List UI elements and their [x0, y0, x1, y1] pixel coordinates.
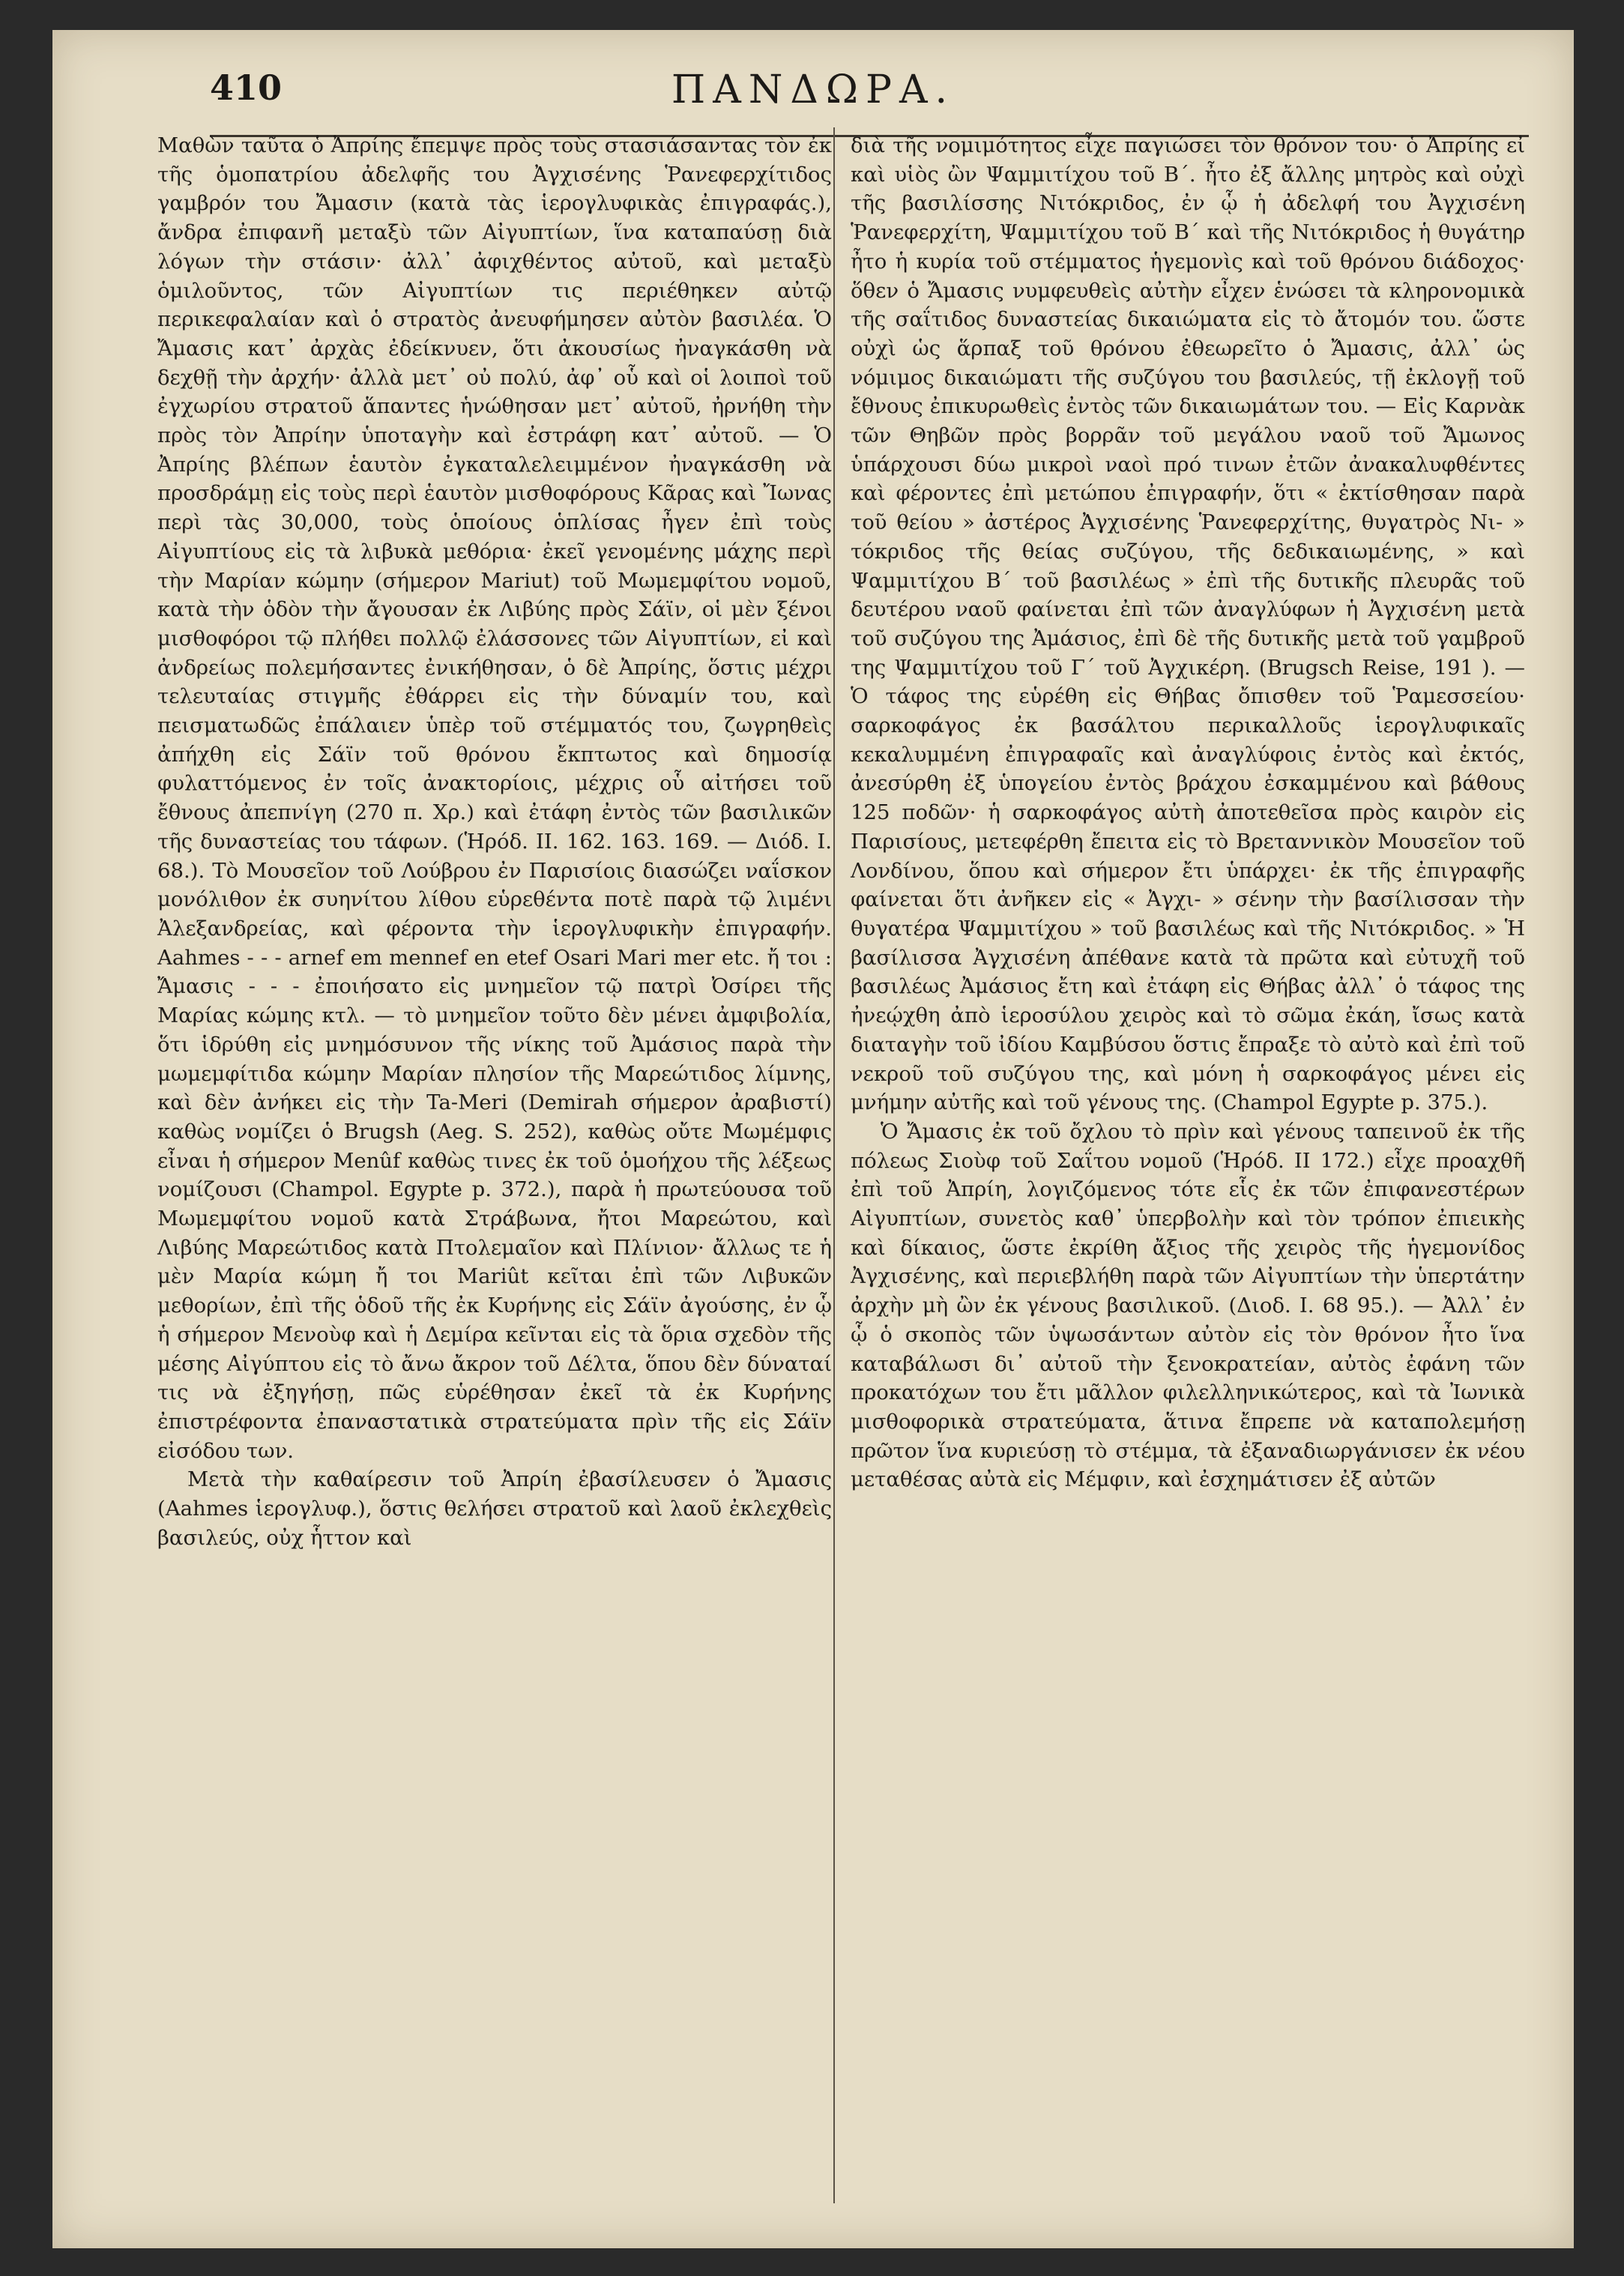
left-paragraph-2: Μετὰ τὴν καθαίρεσιν τοῦ Ἀπρίη ἐβασίλευσεν ὁ Ἄμασις (Aahmes ἱερογλυφ.), ὅστις θελήσει στρατοῦ καὶ λαοῦ ἐκλεχθεὶς βασιλεύς, οὐχ ἧττον καὶ: [157, 1467, 832, 1550]
running-title: ΠΑΝΔΩΡΑ.: [671, 67, 956, 112]
left-column: [157, 131, 832, 1552]
left-paragraph-1: Μαθὼν ταῦτα ὁ Ἀπρίης ἔπεμψε πρὸς τοὺς στασιάσαντας τὸν ἐκ τῆς ὁμοπατρίου ἀδελφῆς του Ἀγχισένης Ῥανεφερχίτιδος γαμβρόν του Ἄμασιν (κατὰ τὰς ἱερογλυφικὰς ἐπιγραφάς.), ἄνδρα ἐπιφανῆ μεταξὺ τῶν Αἰγυπτίων, ἵνα καταπαύσῃ διὰ λόγων τὴν στάσιν· ἀλλ᾽ ἀφιχθέντος αὐτοῦ, καὶ μεταξὺ ὁμιλοῦντος, τῶν Αἰγυπτίων τις περιέθηκεν αὐτῷ περικεφαλαίαν καὶ ὁ στρατὸς ἀνευφήμησεν αὐτὸν βασιλέα. Ὁ Ἄμασις κατ᾽ ἀρχὰς ἐδείκνυεν, ὅτι ἀκουσίως ἠναγκάσθη νὰ δεχθῇ τὴν ἀρχήν· ἀλλὰ μετ᾽ οὐ πολύ, ἀφ᾽ οὗ καὶ οἱ λοιποὶ τοῦ ἐγχωρίου στρατοῦ ἅπαντες ἡνώθησαν μετ᾽ αὐτοῦ, ἠρνήθη τὴν πρὸς τὸν Ἀπρίην ὑποταγὴν καὶ ἐστράφη κατ᾽ αὐτοῦ. — Ὁ Ἀπρίης βλέπων ἑαυτὸν ἐγκαταλελειμμένον ἠναγκάσθη νὰ προσδράμῃ εἰς τοὺς περὶ ἑαυτὸν μισθοφόρους Κᾶρας καὶ Ἴωνας περὶ τὰς 30,000, τοὺς ὁποίους ὁπλίσας ἦγεν ἐπὶ τοὺς Αἰγυπτίους εἰς τὰ λιβυκὰ μεθόρια· ἐκεῖ γενομένης μάχης περὶ τὴν Μαρίαν κώμην (σήμερον Mariut) τοῦ Μωμεμφίτου νομοῦ, κατὰ τὴν ὁδὸν τὴν ἄγουσαν ἐκ Λιβύης πρὸς Σάϊν, οἱ μὲν ξένοι μισθοφόροι τῷ πλήθει πολλῷ ἐλάσσονες τῶν Αἰγυπτίων, εἰ καὶ ἀνδρείως πολεμήσαντες ἐνικήθησαν, ὁ δὲ Ἀπρίης, ὅστις μέχρι τελευταίας στιγμῆς ἐθάρρει εἰς τὴν δύναμίν του, καὶ πεισματωδῶς ἐπάλαιεν ὑπὲρ τοῦ στέμματός του, ζωγρηθεὶς ἀπήχθη εἰς Σάϊν τοῦ θρόνου ἔκπτωτος καὶ δημοσίᾳ φυλαττόμενος ἐν τοῖς ἀνακτορίοις, μέχρις οὗ αἰτήσει τοῦ ἔθνους ἀπεπνίγη (270 π. Χρ.) καὶ ἐτάφη ἐντὸς τῶν βασιλικῶν τῆς δυναστείας του τάφων. (Ἡρόδ. II. 162. 163. 169. — Διόδ. I. 68.). Τὸ Μουσεῖον τοῦ Λούβρου ἐν Παρισίοις διασώζει ναΐσκον μονόλιθον ἐκ συηνίτου λίθου εὑρεθέντα ποτὲ παρὰ τῷ λιμένι Ἀλεξανδρείας, καὶ φέροντα τὴν ἱερογλυφικὴν ἐπιγραφήν. Aahmes - - - arnef em mennef en etef Osari Mari mer etc. ἤ τοι : Ἄμασις - - - ἐποιήσατο εἰς μνημεῖον τῷ πατρὶ Ὀσίρει τῆς Μαρίας κώμης κτλ. — τὸ μνημεῖον τοῦτο δὲν μένει ἀμφιβολία, ὅτι ἱδρύθη εἰς μνημόσυνον τῆς νίκης τοῦ Ἀμάσιος παρὰ τὴν μωμεμφίτιδα κώμην Μαρίαν πλησίον τῆς Μαρεώτιδος λίμνης, καὶ δὲν ἀνήκει εἰς τὴν Ta-Meri (Demirah σήμερον ἀραβιστί) καθὼς νομίζει ὁ Brugsh (Aeg. S. 252), καθὼς οὔτε Μωμέμφις εἶναι ἡ σήμερον Menûf καθὼς τινες ἐκ τοῦ ὁμοήχου τῆς λέξεως νομίζουσι (Champol. Egypte p. 372.), παρὰ ἡ πρωτεύουσα τοῦ Μωμεμφίτου νομοῦ κατὰ Στράβωνα, ἤτοι Μαρεώτου, καὶ Λιβύης Μαρεώτιδος κατὰ Πτολεμαῖον καὶ Πλίνιον· ἄλλως τε ἡ μὲν Μαρία κώμη ἤ τοι Mariût κεῖται ἐπὶ τῶν Λιβυκῶν μεθορίων, ἐπὶ τῆς ὁδοῦ τῆς ἐκ Κυρήνης εἰς Σάϊν ἀγούσης, ἐν ᾧ ἡ σήμερον Μενοὺφ καὶ ἡ Δεμίρα κεῖνται εἰς τὰ ὅρια σχεδὸν τῆς μέσης Αἰγύπτου εἰς τὸ ἄνω ἄκρον τοῦ Δέλτα, ὅπου δὲν δύναταί τις νὰ ἐξηγήσῃ, πῶς εὑρέθησαν ἐκεῖ τὰ ἐκ Κυρήνης ἐπιστρέφοντα ἐπαναστατικὰ στρατεύματα πρὶν τῆς εἰς Σάϊν εἰσόδου των.: [157, 133, 832, 1463]
page-number: 410: [210, 67, 283, 108]
right-column: [851, 131, 1525, 1494]
page-header: [52, 67, 1574, 135]
right-paragraph-2: Ὁ Ἄμασις ἐκ τοῦ ὄχλου τὸ πρὶν καὶ γένους ταπεινοῦ ἐκ τῆς πόλεως Σιοὺφ τοῦ Σαΐτου νομοῦ (Ἡρόδ. II 172.) εἶχε προαχθῆ ἐπὶ τοῦ Ἀπρίη, λογιζόμενος τότε εἷς ἐκ τῶν ἐπιφανεστέρων Αἰγυπτίων, συνετὸς καθ᾽ ὑπερβολὴν καὶ τὸν τρόπον ἐπιεικὴς καὶ δίκαιος, ὥστε ἐκρίθη ἄξιος τῆς χειρὸς τῆς ἡγεμονίδος Ἀγχισένης, καὶ περιεβλήθη παρὰ τῶν Αἰγυπτίων τὴν ὑπερτάτην ἀρχὴν μὴ ὢν ἐκ γένους βασιλικοῦ. (Διοδ. I. 68 95.). — Ἀλλ᾽ ἐν ᾧ ὁ σκοπὸς τῶν ὑψωσάντων αὐτὸν εἰς τὸν θρόνον ἦτο ἵνα καταβάλωσι δι᾽ αὐτοῦ τὴν ξενοκρατείαν, αὐτὸς ἐφάνη τῶν προκατόχων του ἔτι μᾶλλον φιλελληνικώτερος, καὶ τὰ Ἰωνικὰ μισθοφορικὰ στρατεύματα, ἅτινα ἔπρεπε νὰ καταπολεμήσῃ πρῶτον ἵνα κυριεύσῃ τὸ στέμμα, τὰ ἐξαναδιωργάνισεν ἐκ νέου μεταθέσας αὐτὰ εἰς Μέμφιν, καὶ ἐσχημάτισεν ἐξ αὐτῶν: [851, 1119, 1525, 1492]
column-divider: [833, 127, 835, 2203]
right-paragraph-1: διὰ τῆς νομιμότητος εἶχε παγιώσει τὸν θρόνον του· ὁ Ἀπρίης εἰ καὶ υἱὸς ὢν Ψαμμιτίχου τοῦ Β΄. ἦτο ἐξ ἄλλης μητρὸς καὶ οὐχὶ τῆς βασιλίσσης Νιτόκριδος, ἐν ᾧ ἡ ἀδελφή του Ἀγχισένη Ῥανεφερχίτη, Ψαμμιτίχου τοῦ Β΄ καὶ τῆς Νιτόκριδος ἡ θυγάτηρ ἦτο ἡ κυρία τοῦ στέμματος ἡγεμονὶς καὶ τοῦ θρόνου διάδοχος· ὅθεν ὁ Ἄμασις νυμφευθεὶς αὐτὴν εἶχεν ἑνώσει τὰ κληρονομικὰ τῆς σαΐτιδος δυναστείας δικαιώματα εἰς τὸ ἄτομόν του. ὥστε οὐχὶ ὡς ἅρπαξ τοῦ θρόνου ἐθεωρεῖτο ὁ Ἄμασις, ἀλλ᾽ ὡς νόμιμος δικαιώματι τῆς συζύγου του βασιλεύς, τῇ ἐκλογῇ τοῦ ἔθνους ἐπικυρωθεὶς ἐντὸς τῶν δικαιωμάτων του. — Εἰς Καρνὰκ τῶν Θηβῶν πρὸς βορρᾶν τοῦ μεγάλου ναοῦ τοῦ Ἄμωνος ὑπάρχουσι δύω μικροὶ ναοὶ πρό τινων ἐτῶν ἀνακαλυφθέντες καὶ φέροντες ἐπὶ μετώπου ἐπιγραφήν, ὅτι « ἐκτίσθησαν παρὰ τοῦ θείου » ἀστέρος Ἀγχισένης Ῥανεφερχίτης, θυγατρὸς Νι- » τόκριδος τῆς θείας συζύγου, τῆς δεδικαιωμένης, » καὶ Ψαμμιτίχου Β΄ τοῦ βασιλέως » ἐπὶ τῆς δυτικῆς πλευρᾶς τοῦ δευτέρου ναοῦ φαίνεται ἐπὶ τῶν ἀναγλύφων ἡ Ἀγχισένη μετὰ τοῦ συζύγου της Ἀμάσιος, ἐπὶ δὲ τῆς δυτικῆς μετὰ τοῦ γαμβροῦ της Ψαμμιτίχου τοῦ Γ΄ τοῦ Ἀγχικέρη. (Brugsch Reise, 191 ). — Ὁ τάφος της εὑρέθη εἰς Θήβας ὄπισθεν τοῦ Ῥαμεσσείου· σαρκοφάγος ἐκ βασάλτου περικαλλοῦς ἱερογλυφικαῖς κεκαλυμμένη ἐπιγραφαῖς καὶ ἀναγλύφοις ἐντὸς καὶ ἐκτός, ἀνεσύρθη ἐξ ὑπογείου ἐντὸς βράχου ἐσκαμμένου καὶ βάθους 125 ποδῶν· ἡ σαρκοφάγος αὐτὴ ἀποτεθεῖσα πρὸς καιρὸν εἰς Παρισίους, μετεφέρθη ἔπειτα εἰς τὸ Βρεταννικὸν Μουσεῖον τοῦ Λονδίνου, ὅπου καὶ σήμερον ἔτι ὑπάρχει· ἐκ τῆς ἐπιγραφῆς φαίνεται ὅτι ἀνῆκεν εἰς « Ἀγχι- » σένην τὴν βασίλισσαν τὴν θυγατέρα Ψαμμιτίχου » τοῦ βασιλέως καὶ τῆς Νιτόκριδος. » Ἡ βασίλισσα Ἀγχισένη ἀπέθανε κατὰ τὰ πρῶτα καὶ εὐτυχῆ τοῦ βασιλέως Ἀμάσιος ἔτη καὶ ἐτάφη εἰς Θήβας ἀλλ᾽ ὁ τάφος της ἠνεῴχθη ἀπὸ ἱεροσύλου χειρὸς καὶ τὸ σῶμα ἐκάη, ἴσως κατὰ διαταγὴν τοῦ ἰδίου Καμβύσου ὅστις ἔπραξε τὸ αὐτὸ καὶ ἐπὶ τοῦ νεκροῦ τοῦ συζύγου της, καὶ μόνη ἡ σαρκοφάγος μένει εἰς μνήμην αὐτῆς καὶ τοῦ γένους της. (Champol Egypte p. 375.).: [851, 133, 1525, 1115]
